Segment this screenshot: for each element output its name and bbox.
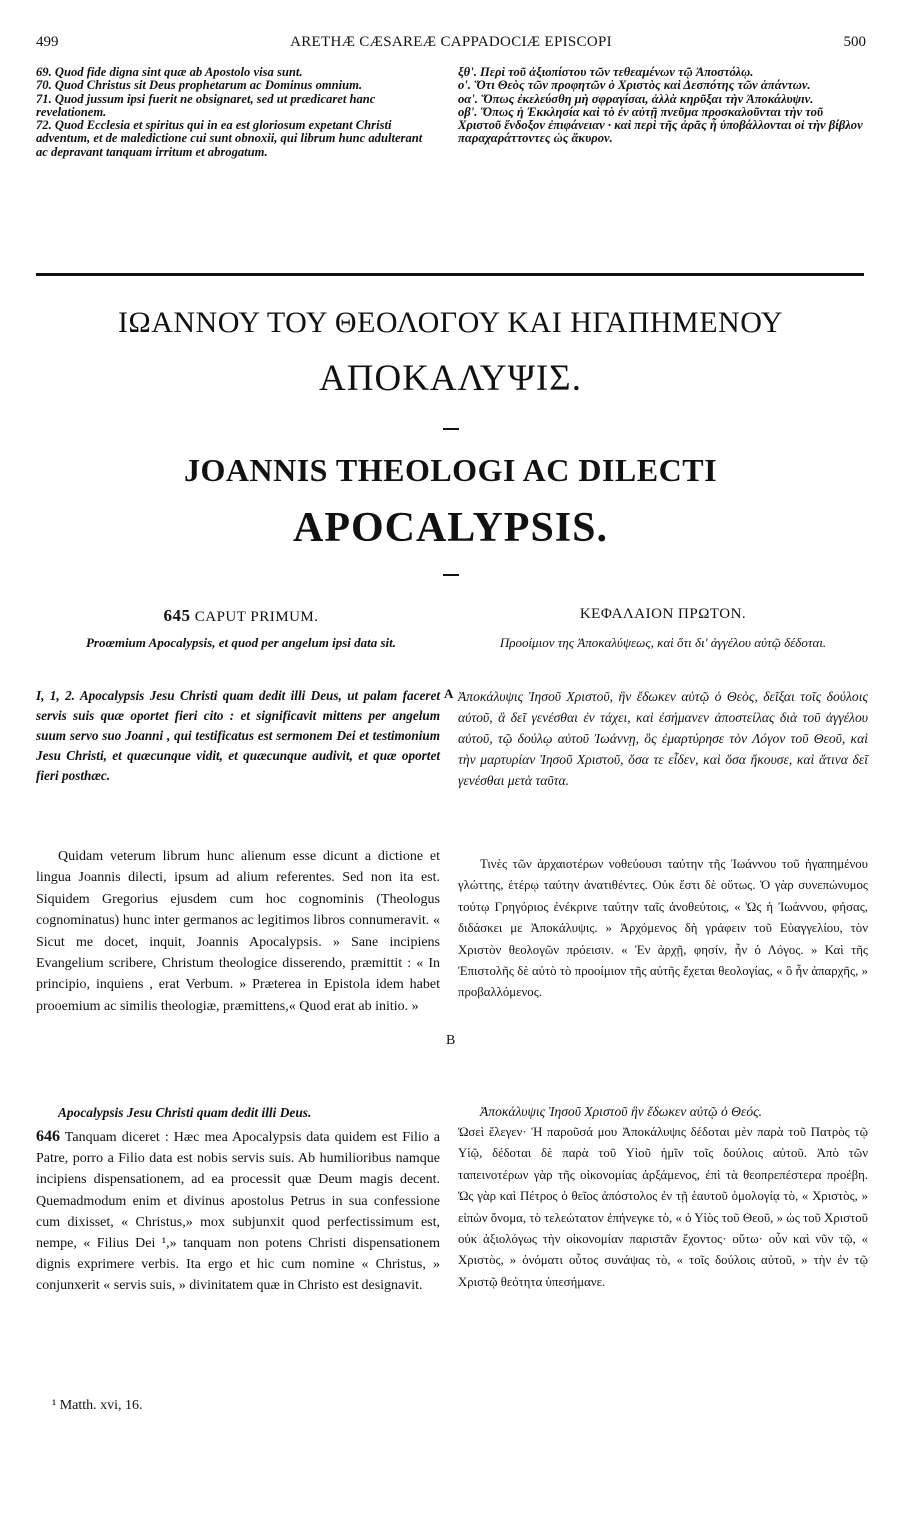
column-number: 645 bbox=[163, 606, 191, 625]
lemma-greek: Ἀποκάλυψις Ἰησοῦ Χριστοῦ ἣν ἔδωκεν αὐτῷ ὁ Θεός. bbox=[480, 1104, 763, 1119]
title-dash bbox=[443, 574, 459, 576]
toc-greek bbox=[458, 66, 868, 146]
toc-greek-entry: ξθ'. Περὶ τοῦ ἀξιοπίστου τῶν τεθεαμένων τῷ Ἀποστόλῳ. bbox=[458, 65, 754, 79]
title-dash bbox=[443, 428, 459, 430]
margin-letter-a: A bbox=[444, 686, 454, 701]
toc-greek-entry: οα'. Ὅπως ἐκελεύσθη μὴ σφραγίσαι, ἀλλὰ κηρῦξαι τὴν Ἀποκάλυψιν. bbox=[458, 91, 814, 106]
toc-greek-entry: ο'. Ὅτι Θεὸς τῶν προφητῶν ὁ Χριστὸς καὶ Δεσπότης τῶν ἁπάντων. bbox=[458, 78, 811, 93]
page-number-right: 500 bbox=[843, 34, 866, 50]
verse-latin: I, 1, 2. Apocalypsis Jesu Christi quam dedit illi Deus, ut palam faceret servis suis quæ oportet fieri cito : et significavit mittens per angelum suum servo suo Joanni , qui testificatus est sermonem Dei et testimonium Jesu Christi, et quæcunque vidit, et quæcunque audivit, et quæ oportet fieri posthæc. bbox=[36, 688, 440, 783]
toc-latin-entry: 69. Quod fide digna sint quæ ab Apostolo visa sunt. bbox=[36, 65, 303, 79]
toc-latin-entry: 72. Quod Ecclesia et spiritus qui in ea est gloriosum expetant Christi adventum, et de maledictione cui sunt obnoxii, qui librum hunc adulterant ac depravant tanquam irritum et abrogatum. bbox=[36, 118, 423, 159]
greek-title-line1: ΙΩΑΝΝΟΥ ΤΟΥ ΘΕΟΛΟΓΟΥ ΚΑΙ ΗΓΑΠΗΜΕΝΟΥ bbox=[117, 306, 784, 339]
commentary2-latin bbox=[36, 1126, 440, 1297]
greek-title-line2: ΑΠΟΚΑΛΥΨΙΣ. bbox=[319, 358, 582, 399]
page-number-left: 499 bbox=[36, 34, 59, 50]
verse-greek: Ἀποκάλυψις Ἰησοῦ Χριστοῦ, ἣν ἔδωκεν αὐτῷ ὁ Θεὸς, δεῖξαι τοῖς δούλοις αὐτοῦ, ἃ δεῖ γενέσθαι ἐν τάχει, καὶ ἐσήμανεν ἀποστείλας διὰ τοῦ ἀγγέλου αὐτοῦ, τῷ δούλῳ αὐτοῦ Ἰωάννῃ, ὃς ἐμαρτύρησε τὸν Λόγον τοῦ Θεοῦ, καὶ τὴν μαρτυρίαν Ἰησοῦ Χριστοῦ, ὅσα τε εἶδεν, καὶ ὅσα ἤκουσε, καὶ ἅτινα δεῖ γενέσθαι μετὰ ταῦτα. bbox=[458, 689, 868, 788]
chapter-subtitle-latin: Proœmium Apocalypsis, et quod per angelum ipsi data sit. bbox=[85, 635, 397, 650]
lemma-latin: Apocalypsis Jesu Christi quam dedit illi Deus. bbox=[58, 1105, 312, 1120]
commentary-greek: Τινὲς τῶν ἀρχαιοτέρων νοθεύουσι ταύτην τῆς Ἰωάννου τοῦ ἠγαπημένου γλώττης, ἑτέρῳ ταύτην ἀνατιθέντες. Οὐκ ἔστι δὲ οὕτως. Ὁ γὰρ συνεπώνυμος τούτῳ Γρηγόριος ἐνέκρινε ταύτην ταῖς ἀνοθεύτοις, « Ὡς ἡ Ἰωάννου, φήσας, διδάσκει με Ἀποκάλυψις. » Ἀρχόμενος δὴ γράφειν τοῦ Εὐαγγελίου, τὸν Χριστὸν θεολογῶν πρόεισιν. « Ἐν ἀρχῇ, φησίν, ἦν ὁ Λόγος. » Καὶ τῆς Ἐπιστολῆς δὲ αὐτὸ τὸ προοίμιον τῆς αὐτῆς ἔχεται θεολογίας, « ὃ ἦν ἀπαρχῆς, » προβαλλόμενος. bbox=[458, 857, 868, 1000]
running-header bbox=[36, 34, 866, 54]
commentary-latin: Quidam veterum librum hunc alienum esse dicunt a dictione et lingua Joannis dilecti, ipsum ad alium referentes. Sed non ita est. Siquidem Gregorius ejusdem cum hoc cognominis (Theologus cognominatus) hunc inter germanos ac legitimos libros connumeravit. « Sicut me docet, inquit, Joannis Apocalypsis. » Sane incipiens Evangelium scribere, Christum theologice disserendo, præmittit : « In principio, inquiens , erat Verbum. » Præterea in Epistola idem habet prooemium ac similis theologiæ, præmittens,« Quod erat ab initio. » bbox=[36, 849, 440, 1014]
commentary2-latin-text: Tanquam diceret : Hæc mea Apocalypsis data quidem est Filio a Patre, porro a Filio data est nobis servis suis. Ab humilioribus namque incipiens dispensationem, ad ea processit quæ Deum magis decent. Quemadmodum enim et divinus apostolus Petrus in sua confessione cum dixisset, « Christus,» mox subjunxit quod perfectissimum est, nempe, « Filius Dei ¹,» tanquam non potens Christi dispensationem dignis exprimere verbis. Ita ergo et hic cum nomine « Christus, » conjunxerit « servis suis, » divinitatem quæ in Christo est designavit. bbox=[36, 1130, 440, 1294]
footnote: ¹ Matth. xvi, 16. bbox=[52, 1398, 143, 1413]
chapter-title-latin: CAPUT PRIMUM. bbox=[194, 609, 319, 625]
chapter-heading-greek: ΚΕΦΑΛΑΙΟΝ ΠΡΩΤΟΝ. bbox=[579, 606, 747, 622]
commentary2-greek: Ὡσεὶ ἔλεγεν· Ἡ παροῦσά μου Ἀποκάλυψις δέδοται μὲν παρὰ τοῦ Πατρὸς τῷ Υἱῷ, δέδοται δὲ παρὰ τοῦ Υἱοῦ ἡμῖν τοῖς δούλοις αὐτοῦ. Ἀπὸ τῶν ταπεινοτέρων γὰρ τῆς οἰκονομίας ἀρξάμενος, ἐπὶ τὰ θεοπρεπέστερα προέβη. Ὡς γὰρ καὶ Πέτρος ὁ θεῖος ἀπόστολος ἐν τῇ ἑαυτοῦ ὁμολογίᾳ τὸ, « Χριστὸς, » εἰπὼν ὄνομα, τὸ τελεώτατον ἐπήνεγκε τὸ, « ὁ Υἱὸς τοῦ Θεοῦ, » ὡς τοῦ Χριστοῦ οὐκ ἀξιολόγως τὴν οἰκονομίαν παριστᾶν ἔχοντος· οὕτω· οὖν καὶ νῦν τῷ, « Χριστὸς, » ὀνόματι οὗτος συνάψας τὸ, « τοῖς δούλοις αὐτοῦ, » τὴν ἐν τῷ Χριστῷ θεότητα ὑπεσήμανε. bbox=[458, 1125, 868, 1289]
margin-letter-b: B bbox=[446, 1033, 456, 1048]
running-title: ARETHÆ CÆSAREÆ CAPPADOCIÆ EPISCOPI bbox=[290, 34, 612, 50]
toc-latin-entry: 71. Quod jussum ipsi fuerit ne obsignaret, sed ut prædicaret hanc revelationem. bbox=[36, 91, 376, 119]
latin-title-line2: APOCALYPSIS. bbox=[292, 505, 609, 551]
chapter-subtitle-greek: Προοίμιον της Ἀποκαλύψεως, καὶ ὅτι δι' ἀγγέλου αὐτῷ δέδοται. bbox=[499, 635, 827, 650]
toc-latin bbox=[36, 66, 436, 159]
column-number: 646 bbox=[36, 1128, 60, 1145]
latin-title-line1: JOANNIS THEOLOGI AC DILECTI bbox=[183, 452, 718, 488]
toc-greek-entry: οβ'. Ὅπως ἡ Ἐκκλησία καὶ τὸ ἐν αὐτῇ πνεῦμα προσκαλοῦνται τὴν τοῦ Χριστοῦ ἔνδοξον ἐπιφάνειαν · καὶ περὶ τῆς ἀρᾶς ἧ ὑποβάλλονται οἱ τὴν βίβλον παραχαράττοντες ὡς ἄκυρον. bbox=[458, 104, 863, 146]
section-divider bbox=[36, 273, 864, 276]
toc-latin-entry: 70. Quod Christus sit Deus prophetarum ac Dominus omnium. bbox=[36, 78, 363, 93]
chapter-heading-latin bbox=[36, 606, 446, 626]
